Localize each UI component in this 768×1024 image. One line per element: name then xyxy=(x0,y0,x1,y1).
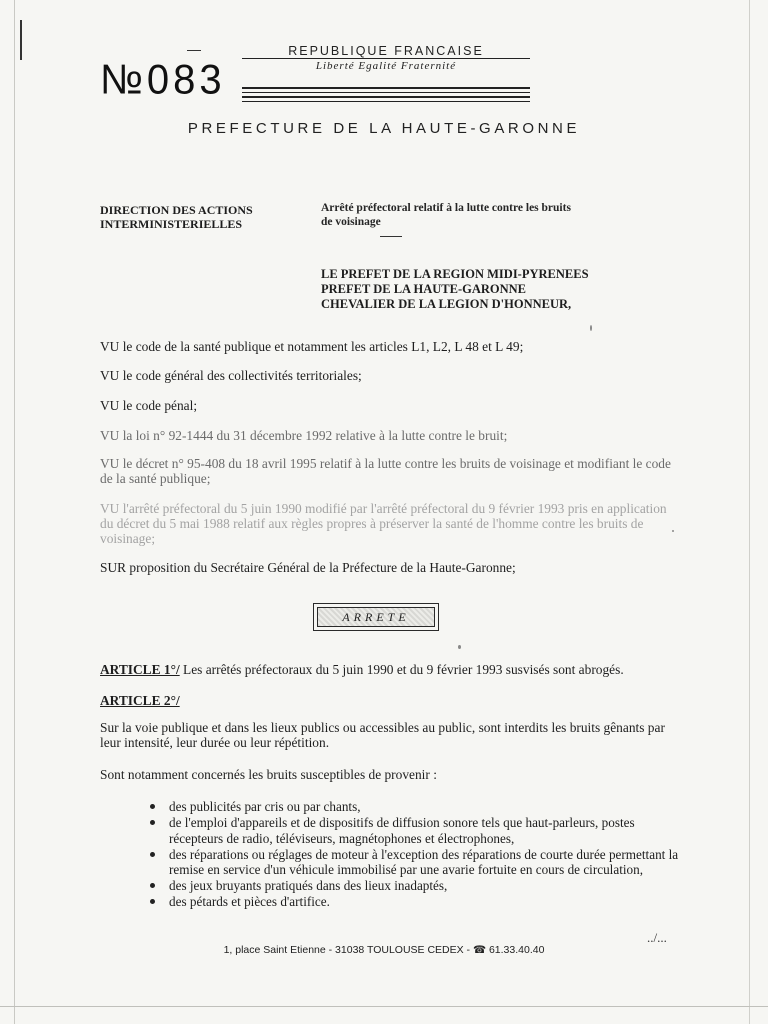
list-item-text: des pétards et pièces d'artifice. xyxy=(169,894,330,909)
republic-title: REPUBLIQUE FRANCAISE xyxy=(288,44,484,58)
article-2-paragraph: Sur la voie publique et dans les lieux publics ou accessibles au public, sont interdits les bruits gênants par leur intensité, leur durée ou leur répétition. xyxy=(100,720,665,750)
prefect-line: LE PREFET DE LA REGION MIDI-PYRENEES xyxy=(321,267,589,281)
header-rule xyxy=(242,96,530,98)
bullet-icon xyxy=(150,899,155,904)
page-edge-bottom xyxy=(0,1006,768,1007)
document-number: №083 xyxy=(100,56,226,104)
page-edge-right xyxy=(749,0,750,1024)
punch-mark xyxy=(20,20,22,60)
republic-motto: Liberté Egalité Fraternité xyxy=(315,60,457,72)
arrete-label: ARRETE xyxy=(317,607,435,627)
visa-paragraph: VU le décret n° 95-408 du 18 avril 1995 relatif à la lutte contre les bruits de voisinage et modifiant le code de la santé publique; xyxy=(100,456,671,486)
decree-title xyxy=(321,201,621,229)
prefect-title-block xyxy=(321,267,681,312)
scan-speck xyxy=(458,645,461,649)
list-item xyxy=(150,878,690,894)
list-item xyxy=(150,847,690,878)
list-item-text: des réparations ou réglages de moteur à l'exception des réparations de courte durée permettant la remise en service d'un véhicule immobilisé par une avarie fortuite en cours de circulation, xyxy=(169,846,679,877)
direction-line: INTERMINISTERIELLES xyxy=(100,217,243,231)
noise-sources-list xyxy=(150,799,690,910)
visa-paragraph: VU la loi n° 92-1444 du 31 décembre 1992 relative à la lutte contre le bruit; xyxy=(100,428,508,443)
header-rule xyxy=(242,87,530,89)
visa-paragraph: VU le code pénal; xyxy=(100,398,198,413)
direction-block xyxy=(100,203,300,231)
bullet-icon xyxy=(150,852,155,857)
bullet-icon xyxy=(150,883,155,888)
article-1-text: Les arrêtés préfectoraux du 5 juin 1990 et du 9 février 1993 susvisés sont abrogés. xyxy=(179,662,624,677)
list-item xyxy=(150,815,690,846)
visa-paragraph: VU le code de la santé publique et notamment les articles L1, L2, L 48 et L 49; xyxy=(100,339,524,354)
list-item xyxy=(150,894,690,910)
header-rule xyxy=(242,58,530,59)
bullet-icon xyxy=(150,820,155,825)
decree-title-line: de voisinage xyxy=(321,216,381,228)
direction-line: DIRECTION DES ACTIONS xyxy=(100,203,253,217)
continuation-mark: ../... xyxy=(647,930,667,945)
arrete-box xyxy=(313,603,439,631)
title-dash xyxy=(380,236,402,237)
list-item xyxy=(150,799,690,815)
bullet-icon xyxy=(150,804,155,809)
visa-paragraph: VU le code général des collectivités territoriales; xyxy=(100,368,362,383)
article-2-heading-line xyxy=(100,693,680,708)
header-rule xyxy=(242,92,530,93)
header-rule xyxy=(242,101,530,102)
list-item-text: de l'emploi d'appareils et de dispositifs de diffusion sonore tels que haut-parleurs, postes récepteurs de radio, téléviseurs, magnétophones et électrophones, xyxy=(169,815,635,846)
footer-address: 1, place Saint Etienne - 31038 TOULOUSE CEDEX - ☎ 61.33.40.40 xyxy=(223,944,545,956)
prefect-line: PREFET DE LA HAUTE-GARONNE xyxy=(321,282,527,296)
article-1 xyxy=(100,662,680,677)
list-item-text: des jeux bruyants pratiqués dans des lieux inadaptés, xyxy=(169,878,448,893)
list-item-text: des publicités par cris ou par chants, xyxy=(169,799,361,814)
decree-title-line: Arrêté préfectoral relatif à la lutte contre les bruits xyxy=(321,202,571,214)
prefecture-title: PREFECTURE DE LA HAUTE-GARONNE xyxy=(187,120,581,137)
visa-paragraph: SUR proposition du Secrétaire Général de la Préfecture de la Haute-Garonne; xyxy=(100,560,516,575)
article-2-paragraph: Sont notamment concernés les bruits susceptibles de provenir : xyxy=(100,767,437,782)
header-dash xyxy=(187,50,201,51)
visa-paragraph: VU l'arrêté préfectoral du 5 juin 1990 modifié par l'arrêté préfectoral du 9 février 1993 pris en application du décret du 5 mai 1988 relatif aux règles propres à préserver la santé de l'homme contre les bruits de voisinage; xyxy=(100,501,667,546)
page-edge-left xyxy=(14,0,15,1024)
scan-speck xyxy=(590,325,592,331)
prefect-line: CHEVALIER DE LA LEGION D'HONNEUR, xyxy=(321,297,572,311)
article-2-heading: ARTICLE 2°/ xyxy=(100,693,180,708)
article-1-heading: ARTICLE 1°/ xyxy=(100,662,180,677)
